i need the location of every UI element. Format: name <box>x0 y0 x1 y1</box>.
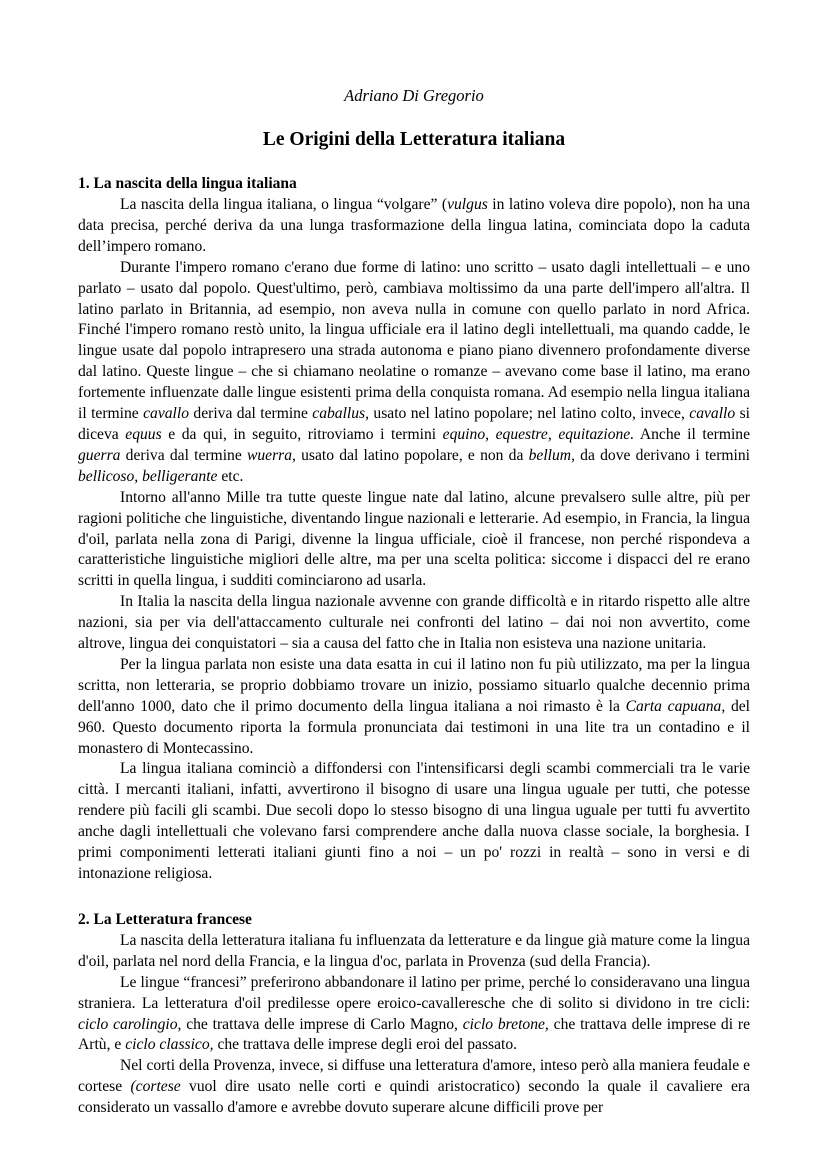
italic-term: ciclo classico, <box>125 1036 214 1054</box>
italic-term: vulgus <box>447 196 488 213</box>
section-body-2 <box>78 931 750 1119</box>
italic-term: equino, equestre, equitazione. <box>442 425 635 443</box>
paragraph: Nel corti della Provenza, invece, si diffuse una letteratura d'amore, inteso però alla maniera feudale e cortese (cortese vuol dire usato nelle corti e quindi aristocratico) secondo la quale il cavaliere era considerato un vassallo d'amore e avrebbe dovuto superare alcune difficili prove per <box>78 1057 751 1117</box>
section-body-1 <box>78 195 750 885</box>
italic-term: cavallo <box>689 405 736 423</box>
page-title: Le Origini della Letteratura italiana <box>262 129 566 150</box>
italic-term: bellum, <box>528 446 575 464</box>
italic-term: ciclo carolingio, <box>78 1015 182 1033</box>
paragraph: In Italia la nascita della lingua nazionale avvenne con grande difficoltà e in ritardo rispetto alle altre nazioni, sia per via dell'attaccamento culturale nei confronti del latino – dai noi non avvertito, come altrove, lingua dei conquistatori – sia a causa del fatto che in Italia non esisteva una nazione unitaria. <box>78 593 750 653</box>
paragraph: La nascita della lingua italiana, o lingua “volgare” (vulgus in latino voleva dire popolo), non ha una data precisa, perché deriva da una lunga trasformazione della lingua latina, cominciata dopo la caduta dell’impero romano. <box>78 196 750 255</box>
section-heading-1: 1. La nascita della lingua italiana <box>78 175 297 192</box>
paragraph: Le lingue “francesi” preferirono abbandonare il latino per prime, perché lo consideravano una lingua straniera. La letteratura d'oil predilesse opere eroico-cavalleresche che di solito si dividono in tre cicli: ciclo carolingio, che trattava delle imprese di Carlo Magno, ciclo bretone, che trattava delle imprese di re Artù, e ciclo classico, che trattava delle imprese degli eroi del passato. <box>78 973 750 1054</box>
section-heading-2: 2. La Letteratura francese <box>78 910 252 928</box>
paragraph: Per la lingua parlata non esiste una data esatta in cui il latino non fu più utilizzato, ma per la lingua scritta, non letteraria, se proprio dobbiamo trovare un inizio, possiamo situarlo qualche decennio prima dell'anno 1000, dato che il primo documento della lingua italiana a noi rimasto è la Carta capuana, del 960. Questo documento riporta la formula pronunciata dai testimoni in una lite tra un contadino e il monastero di Montecassino. <box>78 655 750 757</box>
italic-term: caballus, <box>312 405 370 423</box>
italic-term: guerra <box>78 446 121 464</box>
author-byline: Adriano Di Gregorio <box>344 86 484 105</box>
paragraph: Intorno all'anno Mille tra tutte queste lingue nate dal latino, alcune prevalsero sulle altre, più per ragioni politiche che linguistiche, diventando lingue nazionali e letterarie. Ad esempio, in Francia, la lingua d'oil, parlata nella zona di Parigi, divenne la lingua ufficiale, cioè il francese, non perché rispondeva a caratteristiche linguistiche migliori delle altre, ma per una scelta politica: siccome i dispacci del re erano scritti in quella lingua, i sudditi cominciarono ad usarla. <box>78 488 750 590</box>
italic-term: wuerra, <box>246 446 296 464</box>
paragraph: La lingua italiana cominciò a diffondersi con l'intensificarsi degli scambi commerciali tra le varie città. I mercanti italiani, infatti, avvertirono il bisogno di usare una lingua uguale per tutti, che potesse rendere più facili gli scambi. Due secoli dopo lo stesso bisogno di una lingua uguale per tutti fu avvertito anche dagli intellettuali che volevano farsi comprendere anche dalla nuova classe sociale, la borghesia. I primi componimenti letterati italiani giunti fino a noi – un po' rozzi in realtà – sono in versi e di intonazione religiosa. <box>78 760 750 882</box>
italic-term: Carta capuana <box>625 697 722 715</box>
italic-term: ciclo bretone, <box>462 1015 549 1033</box>
italic-term: (cortese <box>130 1078 181 1096</box>
italic-term: bellicoso, belligerante <box>78 467 218 485</box>
italic-term: cavallo <box>143 405 190 423</box>
italic-term: equus <box>125 425 162 443</box>
paragraph: La nascita della letteratura italiana fu influenzata da letterature e da lingue già mature come la lingua d'oil, parlata nel nord della Francia, e la lingua d'oc, parlata in Provenza (sud della Francia). <box>78 931 750 970</box>
paragraph: Durante l'impero romano c'erano due forme di latino: uno scritto – usato dagli intellettuali – e uno parlato – usato dal popolo. Quest'ultimo, però, cambiava moltissimo da una parte dell'impero all'altra. Il latino parlato in Britannia, ad esempio, non aveva nulla in comune con quello parlato in nord Africa. Finché l'impero romano restò unito, la lingua ufficiale era il latino degli intellettuali, ma quando cadde, le lingue usate dal popolo intrapresero una strada autonoma e piano piano divennero profondamente diverse dal latino. Queste lingue – che si chiamano neolatine o romanze – avevano come base il latino, ma erano fortemente influenzate dalle lingue esistenti prima della conquista romana. Ad esempio nella lingua italiana il termine cavallo deriva dal termine caballus, usato nel latino popolare; nel latino colto, invece, cavallo si diceva equus e da qui, in seguito, ritroviamo i termini equino, equestre, equitazione. Anche il termine guerra deriva dal termine wuerra, usato dal latino popolare, e non da bellum, da dove derivano i termini bellicoso, belligerante etc. <box>78 258 751 485</box>
